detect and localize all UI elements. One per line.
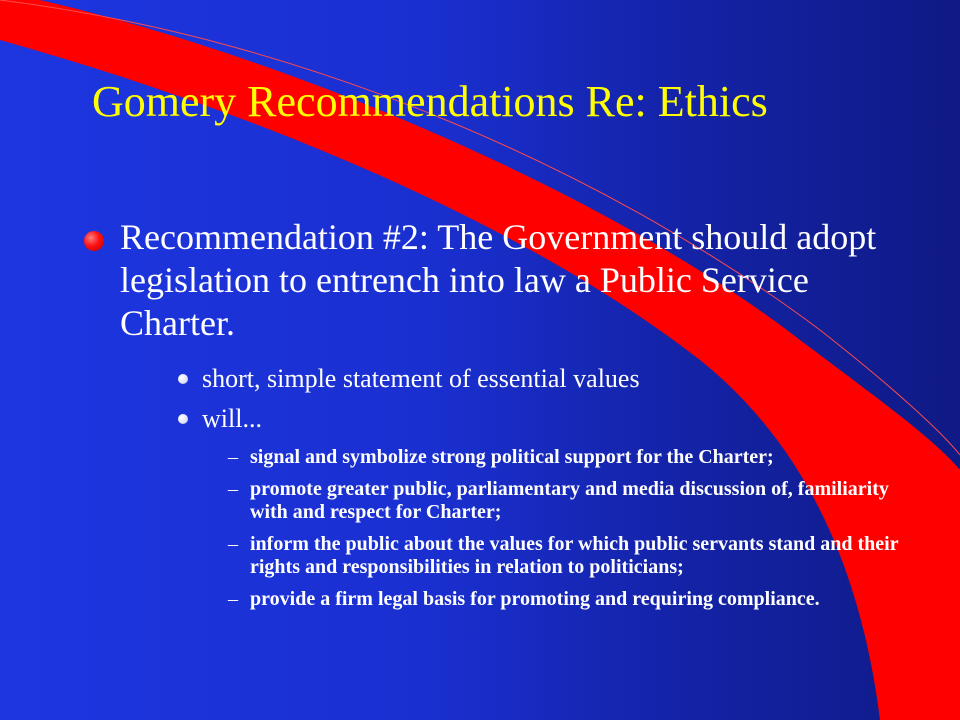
dash-item (228, 446, 928, 469)
main-bullet-text: Recommendation #2: The Government should adopt legislation to entrench into law a Public Service Charter. (120, 217, 877, 343)
dash-item-text: inform the public about the values for which public servants stand and their rights and responsibilities in relation to politicians; (250, 533, 899, 578)
dash-item-text: promote greater public, parliamentary and media discussion of, familiarity with and respect for Charter; (250, 478, 889, 523)
dash-item (228, 478, 928, 524)
dash-marker: – (228, 446, 238, 468)
dash-item-text: signal and symbolize strong political support for the Charter; (250, 446, 774, 468)
dash-list (228, 446, 928, 620)
white-bullet-icon (178, 374, 188, 384)
slide-title: Gomery Recommendations Re: Ethics (92, 77, 768, 126)
dash-item (228, 533, 928, 579)
sub-bullet-text: will... (202, 404, 262, 433)
sub-bullet-text: short, simple statement of essential values (202, 364, 640, 393)
sub-bullet-2 (178, 404, 898, 434)
dash-marker: – (228, 478, 238, 500)
white-bullet-icon (178, 414, 188, 424)
dash-item-text: provide a firm legal basis for promoting and requiring compliance. (250, 588, 820, 610)
main-bullet (82, 216, 912, 345)
dash-marker: – (228, 588, 238, 610)
dash-item (228, 588, 928, 611)
red-bullet-icon (84, 231, 104, 251)
dash-marker: – (228, 533, 238, 555)
sub-bullet-1 (178, 364, 898, 394)
